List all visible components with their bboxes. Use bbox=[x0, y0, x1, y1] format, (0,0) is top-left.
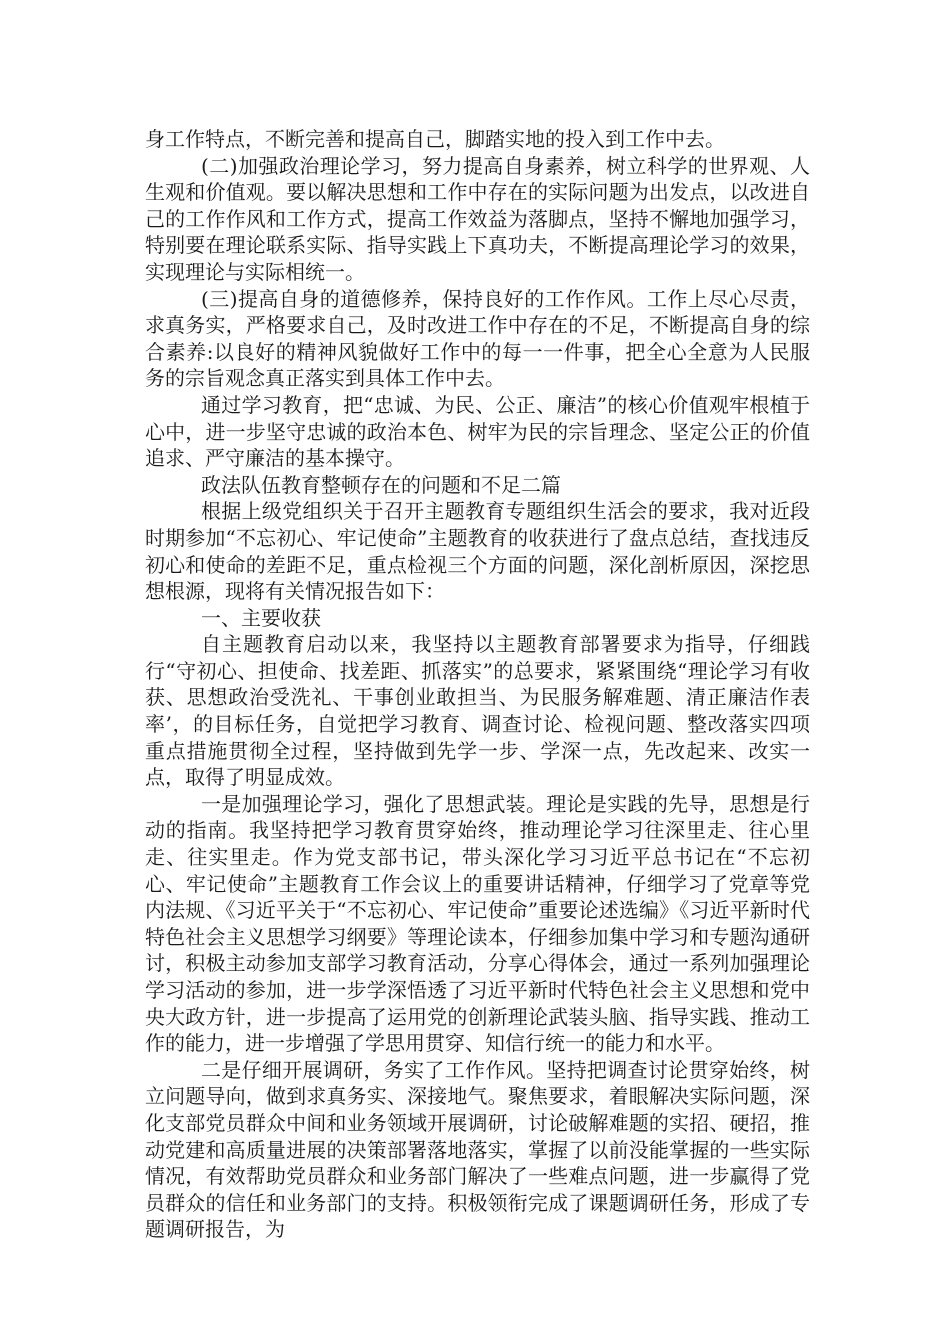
paragraph-education-overview: 自主题教育启动以来，我坚持以主题教育部署要求为指导，仔细践行“守初心、担使命、找差距、抓落实”的总要求，紧紧围绕“理论学习有收获、思想政治受洗礼、干事创业敢担当、为民服务解难题、清正廉洁作表率’，的目标任务，自觉把学习教育、调查讨论、检视问题、整改落实四项重点措施贯彻全过程，坚持做到先学一步、学深一点，先改起来、改实一点，取得了明显成效。 bbox=[145, 632, 810, 790]
paragraph-core-values: 通过学习教育，把“忠诚、为民、公正、廉洁”的核心价值观牢根植于心中，进一步坚守忠诚的政治本色、树牢为民的宗旨理念、坚定公正的价值追求、严守廉洁的基本操守。 bbox=[145, 392, 810, 471]
document-page bbox=[145, 126, 810, 1243]
paragraph-political-study: (二)加强政治理论学习，努力提高自身素养，树立科学的世界观、人生观和价值观。要以解决思想和工作中存在的实际问题为出发点，以改进自己的工作作风和工作方式，提高工作效益为落脚点，坚持不懈地加强学习，特别要在理论联系实际、指导实践上下真功夫，不断提高理论学习的效果，实现理论与实际相统一。 bbox=[145, 153, 810, 284]
paragraph-intro-continuation: 身工作特点，不断完善和提高自己，脚踏实地的投入到工作中去。 bbox=[145, 127, 725, 151]
paragraph-report-intro: 根据上级党组织关于召开主题教育专题组织生活会的要求，我对近段时期参加“不忘初心、牢记使命”主题教育的收获进行了盘点总结，查找违反初心和使命的差距不足，重点检视三个方面的问题，深化剖析原因，深挖思想根源，现将有关情况报告如下： bbox=[145, 499, 810, 604]
paragraph-research-work: 二是仔细开展调研，务实了工作作风。坚持把调查讨论贯穿始终，树立问题导向，做到求真务实、深接地气。聚焦要求，着眼解决实际问题，深化支部党员群众中间和业务领域开展调研，讨论破解难题的实招、硬招，推动党建和高质量进展的决策部署落地落实，掌握了以前没能掌握的一些实际情况，有效帮助党员群众和业务部门解决了一些难点问题，进一步赢得了党员群众的信任和业务部门的支持。积极领衔完成了课题调研任务，形成了专题调研报告，为 bbox=[145, 1057, 810, 1242]
section-heading-main-gains: 一、主要收获 bbox=[201, 605, 321, 630]
paragraph-theory-study: 一是加强理论学习，强化了思想武装。理论是实践的先导，思想是行动的指南。我坚持把学习教育贯穿始终，推动理论学习往深里走、往心里走、往实里走。作为党支部书记，带头深化学习习近平总书记在“不忘初心、牢记使命”主题教育工作会议上的重要讲话精神，仔细学习了党章等党内法规、《习近平关于“不忘初心、牢记使命”重要论述选编》《习近平新时代特色社会主义思想学习纲要》等理论读本，仔细参加集中学习和专题沟通研讨，积极主动参加支部学习教育活动，分享心得体会，通过一系列加强理论学习活动的参加，进一步学深悟透了习近平新时代特色社会主义思想和党中央大政方针，进一步提高了运用党的创新理论武装头脑、指导实践、推动工作的能力，进一步增强了学思用贯穿、知信行统一的能力和水平。 bbox=[145, 791, 810, 1056]
paragraph-moral-cultivation: (三)提高自身的道德修养，保持良好的工作作风。工作上尽心尽责，求真务实，严格要求自己，及时改进工作中存在的不足，不断提高自身的综合素养:以良好的精神风貌做好工作中的每一一件事，把全心全意为人民服务的宗旨观念真正落实到具体工作中去。 bbox=[145, 286, 810, 391]
section-title: 政法队伍教育整顿存在的问题和不足二篇 bbox=[201, 472, 561, 497]
